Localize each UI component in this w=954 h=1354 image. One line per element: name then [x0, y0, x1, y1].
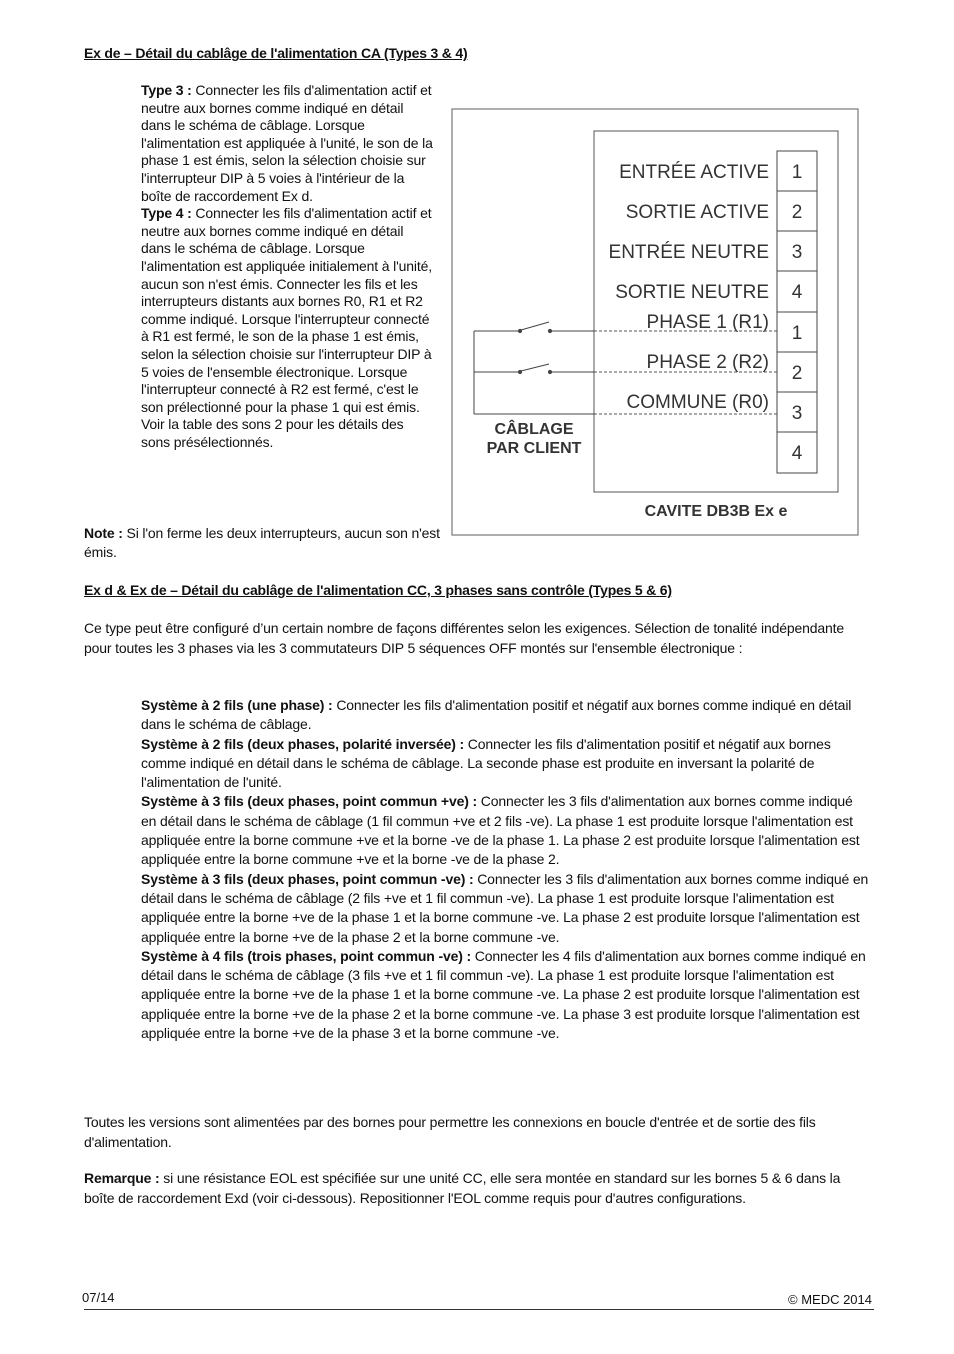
footer-rule	[84, 1309, 874, 1310]
terminal-number: 3	[791, 403, 803, 424]
type-3-label: Type 3 :	[141, 82, 192, 98]
system-text: Connecter les fils d'alimentation positif et négatif aux bornes comme indiqué en détail dans le schéma de câblage.	[141, 697, 852, 733]
type-4-paragraph	[141, 205, 433, 451]
terminal-number: 2	[791, 202, 803, 223]
type-3-paragraph	[141, 82, 433, 205]
system-2-wire-reversed	[141, 735, 869, 793]
footer-date: 07/14	[82, 1290, 115, 1305]
system-label: Système à 2 fils (une phase) :	[141, 697, 333, 713]
system-text: Connecter les fils d'alimentation positif et négatif aux bornes comme indiqué en détail dans le schéma de câblage. La seconde phase est produite en inversant la polarité de l'alimentation de l'unité.	[141, 735, 831, 791]
type-4-text: Connecter les fils d'alimentation actif et neutre aux bornes comme indiqué en détail dans le schéma de câblage. Lorsque l'alimentation est appliquée initialement à l'unité, aucun son n'est émis. Connecter les fils et les interrupteurs distants aux bornes R0, R1 et R2 comme indiqué. Lorsque l'interrupteur connecté à R1 est fermé, le son de la phase 1 est émis, selon la sélection choisie sur l'interrupteur DIP à 5 voies de l'ensemble électronique. Lorsque l'interrupteur connecté à R2 est fermé, c'est le son prélectionné pour la phase 1 qui est émis. Voir la table des sons 2 pour les détails des sons présélectionnés.	[141, 205, 432, 450]
terminal-number: 4	[791, 443, 803, 464]
terminal-label-phase-2: PHASE 2 (R2)	[646, 352, 769, 373]
note-label: Note :	[84, 525, 123, 541]
system-text: Connecter les 4 fils d'alimentation aux bornes comme indiqué en détail dans le schéma de câblage (3 fils +ve et 1 fil commun -ve). La phase 1 est produite lorsque l'alimentation est appliquée entre la borne +ve de la phase 1 et la borne commune -ve. La phase 2 est produite lorsque l'alimentation est appliquée entre la borne +ve de la phase 2 et la borne commune -ve. La phase 3 est produite lorsque l'alimentation est appliquée entre la borne +ve de la phase 3 et la borne commune -ve.	[141, 947, 866, 1042]
remark-paragraph	[84, 1169, 874, 1208]
section-heading-cc: Ex d & Ex de – Détail du cablâge de l'alimentation CC, 3 phases sans contrôle (Types 5 & 6)	[84, 582, 672, 598]
system-3-wire-negative	[141, 870, 869, 947]
wiring-diagram	[451, 108, 861, 538]
footer-copyright: © MEDC 2014	[788, 1292, 872, 1307]
terminal-number: 3	[791, 242, 803, 263]
versions-paragraph: Toutes les versions sont alimentées par des bornes pour permettre les connexions en boucle d'entrée et de sortie des fils d'alimentation.	[84, 1114, 816, 1150]
terminal-dividers	[777, 191, 817, 432]
terminal-number: 1	[791, 162, 803, 183]
system-3-wire-positive	[141, 792, 869, 869]
note-paragraph	[84, 524, 444, 562]
system-label: Système à 4 fils (trois phases, point commun -ve) :	[141, 947, 471, 964]
terminal-label-entree-active: ENTRÉE ACTIVE	[619, 162, 769, 183]
system-text: Connecter les 3 fils d'alimentation aux bornes comme indiqué en détail dans le schéma de câblage (2 fils +ve et 1 fil commun -ve). La phase 1 est produite lorsque l'alimentation est appliquée entre la borne +ve de la phase 1 et la borne commune -ve. La phase 2 est produite lorsque l'alimentation est appliquée entre la borne +ve de la phase 2 et la borne commune -ve.	[141, 870, 869, 945]
system-label: Système à 2 fils (deux phases, polarité inversée) :	[141, 735, 465, 752]
client-wiring-label-line1: CÂBLAGE	[494, 421, 574, 438]
note-text: Si l'on ferme les deux interrupteurs, aucun son n'est émis.	[84, 525, 440, 560]
system-label: Système à 3 fils (deux phases, point commun +ve) :	[141, 793, 477, 810]
section-heading-ca: Ex de – Détail du cablâge de l'alimentation CA (Types 3 & 4)	[84, 45, 468, 61]
terminal-label-commune: COMMUNE (R0)	[626, 392, 769, 413]
terminal-number: 2	[791, 363, 803, 384]
types-3-4-paragraph	[141, 82, 433, 451]
client-wiring	[474, 322, 594, 414]
terminal-label-sortie-neutre: SORTIE NEUTRE	[615, 282, 769, 303]
system-2-wire-single	[141, 696, 869, 735]
system-text: Connecter les 3 fils d'alimentation aux bornes comme indiqué en détail dans le schéma de câblage (1 fil commun +ve et 2 fils -ve). La phase 1 est produite lorsque l'alimentation est appliquée entre la borne commune +ve et la borne -ve de la phase 1. La phase 2 est produite lorsque l'alimentation est appliquée entre la borne commune +ve et la borne -ve de la phase 2.	[141, 793, 860, 868]
terminal-label-entree-neutre: ENTRÉE NEUTRE	[608, 242, 769, 263]
terminal-number: 1	[791, 323, 803, 344]
terminal-label-sortie-active: SORTIE ACTIVE	[625, 202, 769, 223]
terminal-label-phase-1: PHASE 1 (R1)	[646, 312, 769, 333]
cavity-caption: CAVITE DB3B Ex e	[644, 503, 788, 520]
type-4-label: Type 4 :	[141, 205, 192, 222]
client-wiring-label-line2: PAR CLIENT	[486, 440, 582, 457]
remark-label: Remarque :	[84, 1170, 160, 1186]
systems-list	[141, 696, 869, 1043]
system-label: Système à 3 fils (deux phases, point commun -ve) :	[141, 870, 474, 887]
intro-paragraph: Ce type peut être configuré d’un certain nombre de façons différentes selon les exigences. Sélection de tonalité indépendante pour toutes les 3 phases via les 3 commutateurs DIP 5 séquences OFF montés sur l'ensemble électronique :	[84, 620, 845, 656]
terminal-number: 4	[791, 282, 803, 303]
type-3-text: Connecter les fils d'alimentation actif et neutre aux bornes comme indiqué en détail dans le schéma de câblage. Lorsque l'alimentation est appliquée à l'unité, le son de la phase 1 est émis, selon la sélection choisie sur l'interrupteur DIP à 5 voies à l'intérieur de la boîte de raccordement Ex d.	[141, 82, 433, 204]
system-4-wire	[141, 947, 869, 1043]
remark-text: si une résistance EOL est spécifiée sur une unité CC, elle sera montée en standard sur les bornes 5 & 6 dans la boîte de raccordement Exd (voir ci-dessous). Repositionner l'EOL comme requis pour d'autres configurations.	[84, 1170, 841, 1206]
